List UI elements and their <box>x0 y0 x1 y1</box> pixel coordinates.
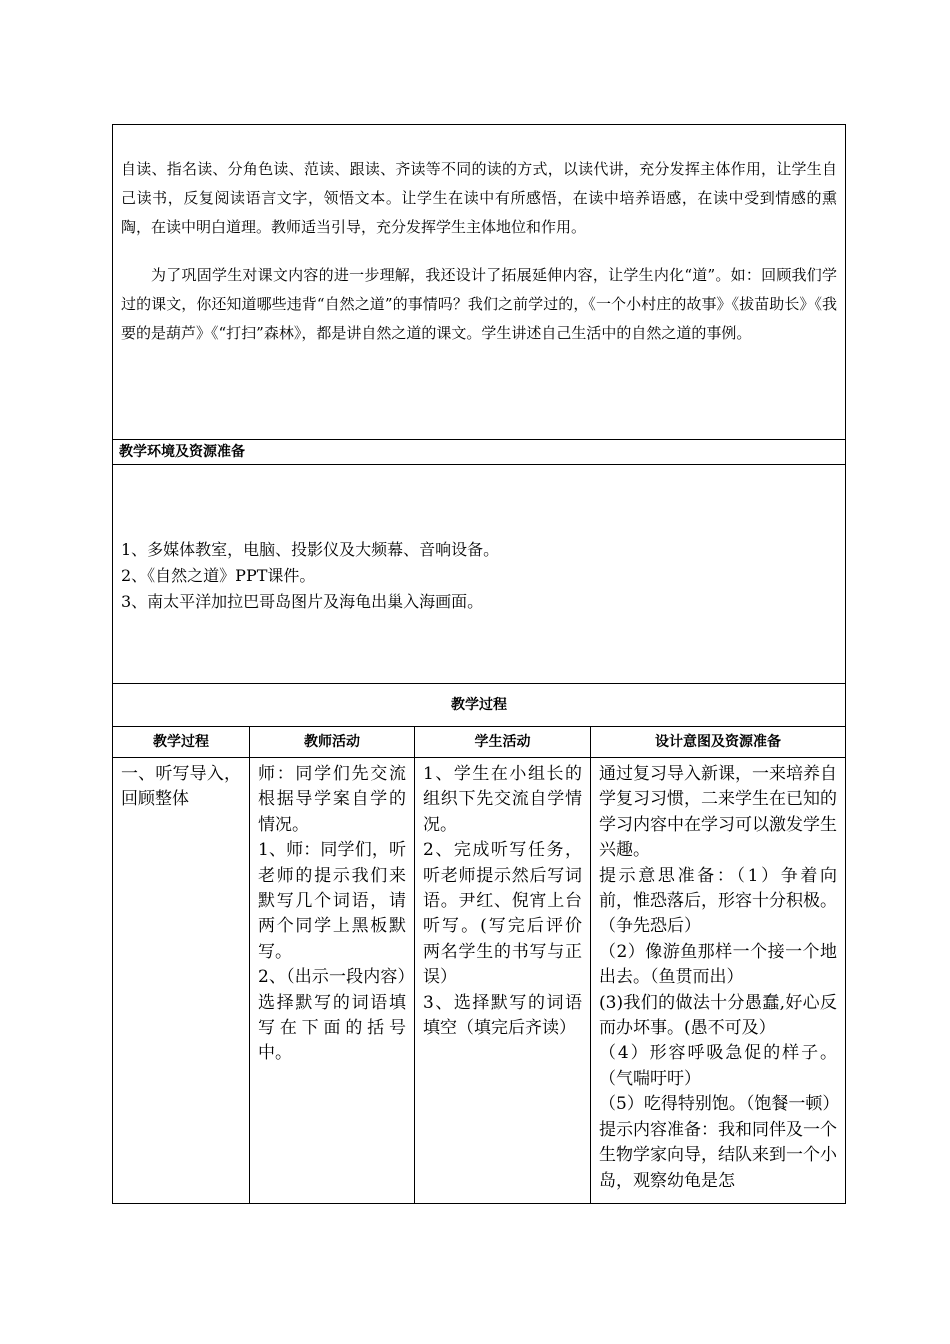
environment-cell <box>113 465 846 684</box>
teacher-activity-3: 2、（出示一段内容）选择默写的词语填写在下面的括号中。 <box>258 967 406 1064</box>
resource-item-2: 2、《自然之道》PPT课件。 <box>121 566 316 585</box>
stage-cell <box>113 758 250 1204</box>
design-note-3: （2）像游鱼那样一个接一个地出去。（鱼贯而出） <box>599 941 838 988</box>
environment-heading: 教学环境及资源准备 <box>119 444 245 460</box>
intro-cell <box>113 125 846 440</box>
resource-item-3: 3、南太平洋加拉巴哥岛图片及海龟出巢入海画面。 <box>121 592 484 611</box>
teacher-activity-1: 师：同学们先交流根据导学案自学的情况。 <box>258 764 406 835</box>
design-cell <box>591 758 846 1204</box>
document-page <box>112 124 845 1211</box>
student-activity-2: 2、完成听写任务，听老师提示然后写词语。尹红、倪宵上台听写。(写完后评价两名学生的书写与正误） <box>423 840 582 988</box>
design-note-1: 通过复习导入新课，一来培养自学复习习惯，二来学生在已知的学习内容中在学习可以激发学生兴趣。 <box>599 764 838 861</box>
student-activity-1: 1、学生在小组长的组织下先交流自学情况。 <box>423 764 582 835</box>
design-note-7: 提示内容准备：我和同伴及一个生物学家向导，结队来到一个小岛，观察幼龟是怎 <box>599 1119 838 1191</box>
intro-paragraph-2: 为了巩固学生对课文内容的进一步理解，我还设计了拓展延伸内容，让学生内化“道”。如：回顾我们学过的课文，你还知道哪些违背“自然之道”的事情吗？我们之前学过的，《一个小村庄的故事》《拔苗助长》《我要的是葫芦》《“打扫”森林》，都是讲自然之道的课文。学生讲述自己生活中的自然之道的事例。 <box>121 266 838 342</box>
resource-item-1: 1、多媒体教室，电脑、投影仪及大频幕、音响设备。 <box>121 540 500 559</box>
student-cell <box>415 758 591 1204</box>
design-note-5: （4）形容呼吸急促的样子。（气喘吁吁） <box>599 1043 838 1089</box>
design-note-2: 提示意思准备：（1）争着向前，惟恐落后，形容十分积极。（争先恐后） <box>599 865 838 937</box>
lesson-plan-table <box>112 124 846 1204</box>
teacher-cell <box>250 758 415 1204</box>
intro-paragraph-1: 自读、指名读、分角色读、范读、跟读、齐读等不同的读的方式，以读代讲，充分发挥主体作用，让学生自己读书，反复阅读语言文字，领悟文本。让学生在读中有所感悟，在读中培养语感，在读中受到情感的熏陶，在读中明白道理。教师适当引导，充分发挥学生主体地位和作用。 <box>121 160 838 236</box>
design-note-4: (3)我们的做法十分愚蠢,好心反而办坏事。(愚不可及） <box>599 992 838 1039</box>
student-activity-3: 3、选择默写的词语填空（填完后齐读） <box>423 992 582 1039</box>
column-header-teacher: 教师活动 <box>250 727 415 758</box>
column-header-design: 设计意图及资源准备 <box>591 727 846 758</box>
stage-text: 一、听写导入，回顾整体 <box>121 764 241 810</box>
column-header-stage: 教学过程 <box>113 727 250 758</box>
teacher-activity-2: 1、师：同学们，听老师的提示我们来默写几个词语，请两个同学上黑板默写。 <box>258 840 406 962</box>
design-note-6: （5）吃得特别饱。（饱餐一顿） <box>599 1094 840 1115</box>
process-heading: 教学过程 <box>451 697 508 713</box>
environment-heading-cell <box>113 440 846 465</box>
column-header-student: 学生活动 <box>415 727 591 758</box>
process-heading-cell <box>113 684 846 727</box>
